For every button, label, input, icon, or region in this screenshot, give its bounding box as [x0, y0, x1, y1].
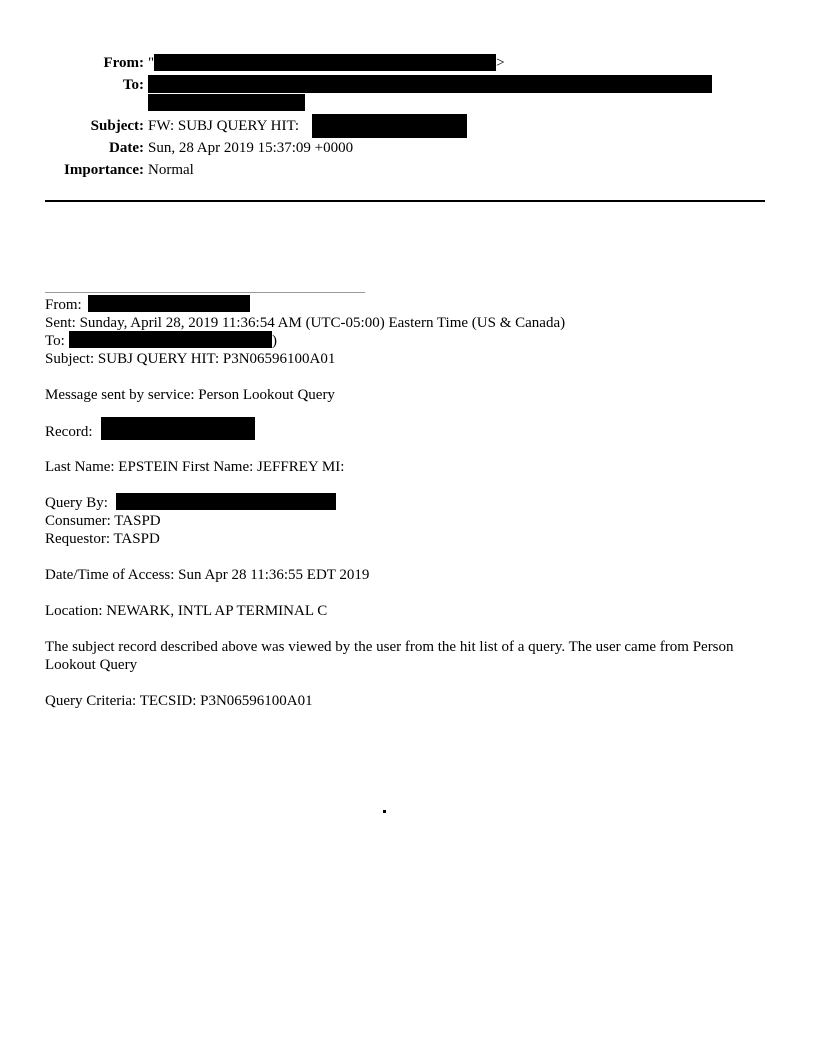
header-divider — [45, 200, 765, 202]
from-value — [148, 54, 505, 72]
access-line: Date/Time of Access: Sun Apr 28 11:36:55 EDT 2019 — [45, 567, 370, 583]
fwd-to-close: ) — [272, 333, 277, 349]
fwd-to — [45, 332, 65, 350]
redaction-block — [148, 94, 305, 111]
date-label: Date: — [109, 140, 144, 156]
record-label: Record: — [45, 424, 93, 440]
description-paragraph: The subject record described above was viewed by the user from the hit list of a query. The user came from Person Lookout Query — [45, 639, 734, 673]
from-close-bracket: > — [496, 55, 505, 71]
fwd-from — [45, 296, 82, 314]
from-open-quote: " — [148, 55, 155, 71]
importance-value: Normal — [148, 162, 194, 178]
redaction-block — [154, 54, 496, 71]
redaction-block — [88, 295, 250, 312]
criteria-line: Query Criteria: TECSID: P3N06596100A01 — [45, 693, 313, 709]
stray-mark — [383, 810, 386, 813]
redaction-block — [101, 417, 255, 440]
date-value: Sun, 28 Apr 2019 15:37:09 +0000 — [148, 140, 354, 156]
subject-text: FW: SUBJ QUERY HIT: — [148, 118, 300, 134]
fwd-sent: Sent: Sunday, April 28, 2019 11:36:54 AM (UTC-05:00) Eastern Time (US & Canada) — [45, 315, 566, 331]
redaction-block — [148, 75, 712, 93]
location-line: Location: NEWARK, INTL AP TERMINAL C — [45, 603, 328, 619]
consumer-line: Consumer: TASPD — [45, 513, 161, 529]
service-line: Message sent by service: Person Lookout Query — [45, 387, 335, 403]
subject-value — [148, 117, 299, 135]
requestor-line: Requestor: TASPD — [45, 531, 160, 547]
fwd-from-label: From: — [45, 297, 82, 313]
to-label: To: — [122, 77, 144, 93]
record-line — [45, 423, 92, 441]
redaction-block — [312, 114, 467, 138]
importance-label: Importance: — [64, 162, 144, 178]
query-by-label: Query By: — [45, 495, 108, 511]
names-line: Last Name: EPSTEIN First Name: JEFFREY MI: — [45, 459, 345, 475]
forward-divider — [45, 292, 365, 293]
redaction-block — [116, 493, 336, 510]
redaction-block — [69, 331, 272, 348]
query-by-line — [45, 494, 108, 512]
fwd-to-label: To: — [45, 333, 65, 349]
fwd-subject: Subject: SUBJ QUERY HIT: P3N06596100A01 — [45, 351, 336, 367]
from-label: From: — [103, 55, 144, 71]
subject-label: Subject: — [90, 118, 144, 134]
